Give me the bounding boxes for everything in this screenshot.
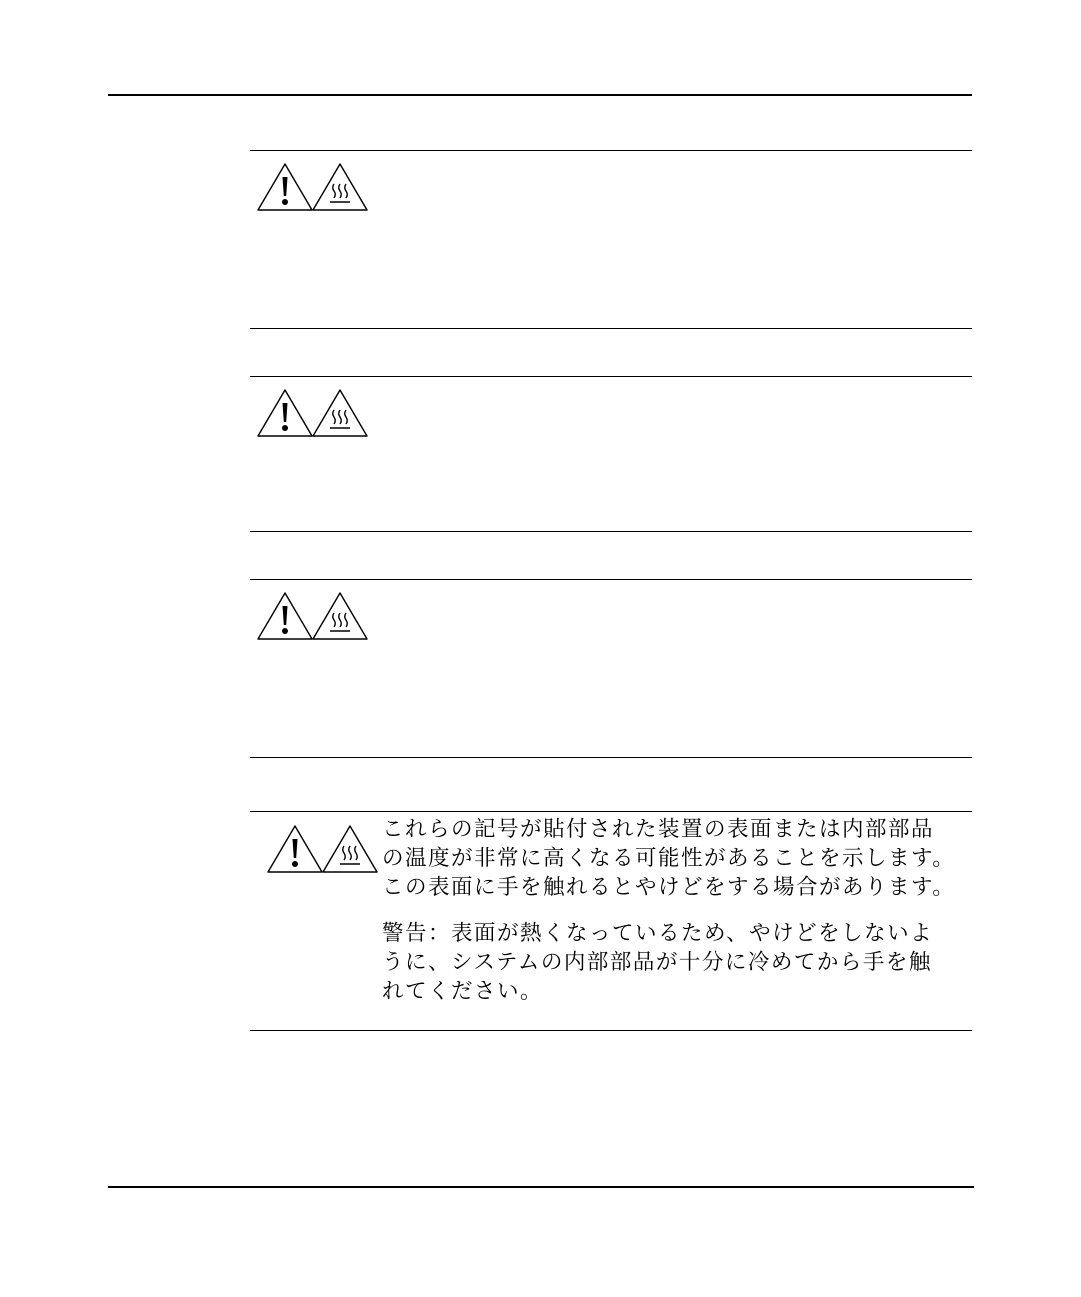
para-1-line-3: この表面に手を触れるとやけどをする場合があります。 xyxy=(382,875,956,900)
para-2-line-2: うに、システムの内部部品が十分に冷めてから手を触 xyxy=(382,950,932,975)
hot-surface-icon xyxy=(313,593,367,639)
notice-2-symbols xyxy=(254,388,370,440)
header-rule xyxy=(108,94,972,96)
japanese-warning-para-1 xyxy=(382,815,982,902)
hot-surface-icon xyxy=(323,826,377,872)
hot-surface-icon xyxy=(313,390,367,436)
notice-3-symbols xyxy=(254,591,370,643)
para-2-line-1: 警告：表面が熱くなっているため、やけどをしないよ xyxy=(382,921,934,946)
footer-rule xyxy=(108,1186,974,1188)
para-1-line-1: これらの記号が貼付された装置の表面または内部部品 xyxy=(382,817,935,842)
exclamation-warning-icon xyxy=(268,826,322,872)
notice-3-top-rule xyxy=(250,579,972,580)
notice-1-bottom-rule xyxy=(250,328,972,329)
japanese-warning-text xyxy=(382,815,982,1006)
para-2-line-3: れてください。 xyxy=(382,979,544,1004)
japanese-warning-para-2 xyxy=(382,919,982,1006)
notice-2-top-rule xyxy=(250,376,972,377)
exclamation-warning-icon xyxy=(258,164,312,210)
notice-4-top-rule xyxy=(250,811,972,812)
exclamation-warning-icon xyxy=(258,593,312,639)
notice-1-symbols xyxy=(254,162,370,214)
exclamation-warning-icon xyxy=(258,390,312,436)
notice-4-bottom-rule xyxy=(250,1030,972,1031)
para-1-line-2: の温度が非常に高くなる可能性があることを示します。 xyxy=(382,846,956,871)
notice-1-top-rule xyxy=(250,150,972,151)
notice-3-bottom-rule xyxy=(250,757,972,758)
notice-2-bottom-rule xyxy=(250,531,972,532)
hot-surface-icon xyxy=(313,164,367,210)
notice-4-symbols xyxy=(264,824,380,876)
